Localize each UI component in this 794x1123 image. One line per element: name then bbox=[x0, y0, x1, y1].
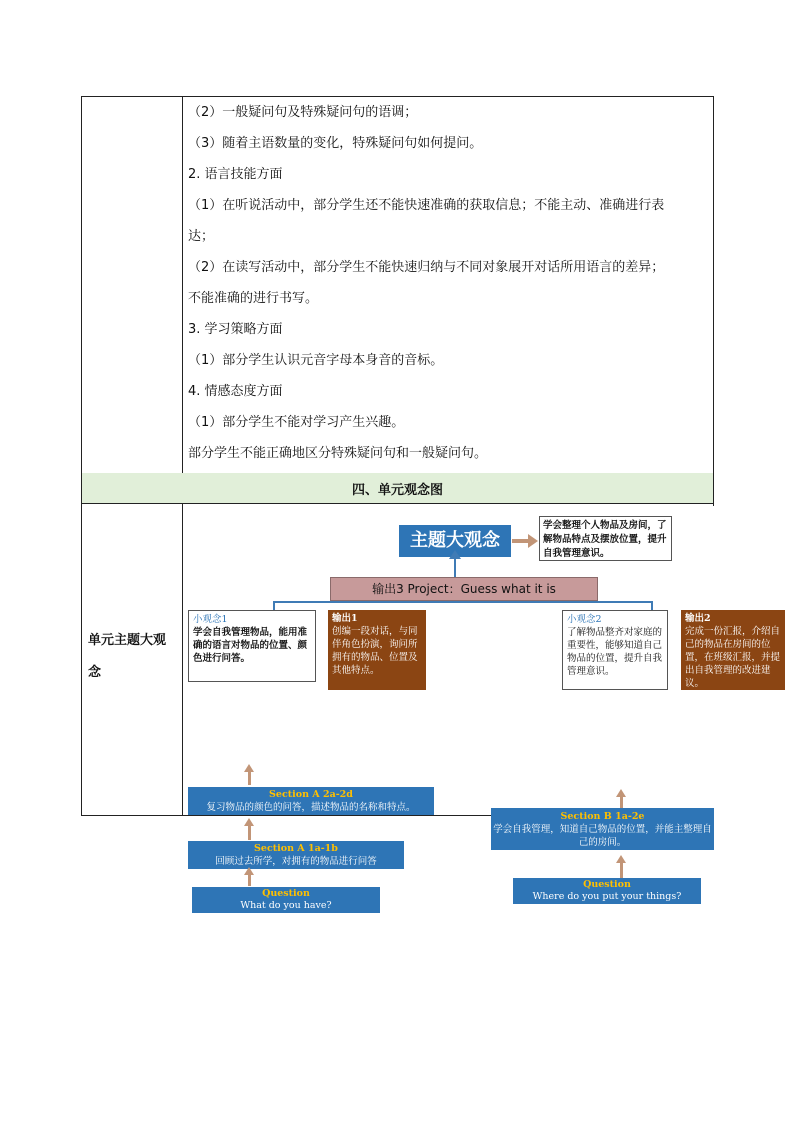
section-a1-text: 回顾过去所学，对拥有的物品进行问答 bbox=[215, 856, 377, 867]
text-line: 不能准确的进行书写。 bbox=[188, 291, 319, 306]
output3-bar: 输出3 Project：Guess what it is bbox=[330, 577, 598, 601]
document-table bbox=[81, 96, 781, 911]
section-b-box bbox=[491, 808, 714, 850]
arrow-shaft bbox=[620, 796, 623, 808]
question2-box bbox=[513, 878, 701, 904]
question2-title: Question bbox=[583, 879, 631, 890]
concept-diagram bbox=[188, 506, 781, 911]
connector-line bbox=[651, 601, 653, 610]
arrow-up-icon bbox=[244, 764, 254, 772]
text-line: （2）一般疑问句及特殊疑问句的语调； bbox=[188, 105, 418, 120]
arrow-shaft bbox=[620, 862, 623, 878]
main-concept-note: 学会整理个人物品及房间，了解物品特点及摆放位置，提升自我管理意识。 bbox=[539, 516, 672, 561]
section-a1-title: Section A 1a-1b bbox=[254, 843, 338, 854]
text-line: （1）部分学生认识元音字母本身音的音标。 bbox=[188, 353, 444, 368]
arrow-shaft bbox=[248, 874, 251, 886]
column-divider bbox=[182, 503, 183, 816]
arrow-up-icon bbox=[616, 855, 626, 863]
output1-title: 输出1 bbox=[332, 613, 358, 624]
text-line: 2. 语言技能方面 bbox=[188, 167, 283, 182]
output1-box bbox=[328, 610, 426, 690]
question1-title: Question bbox=[262, 888, 310, 899]
idea1-title: 小观念1 bbox=[193, 614, 228, 625]
arrow-up-icon bbox=[244, 818, 254, 826]
connector-line bbox=[273, 601, 275, 610]
idea2-text: 了解物品整齐对家庭的重要性，能够知道自己物品的位置，提升自我管理意识。 bbox=[567, 627, 663, 677]
section-b-text: 学会自我管理，知道自己物品的位置，并能主整理自己的房间。 bbox=[493, 824, 712, 848]
section-header-text: 四、单元观念图 bbox=[351, 482, 443, 498]
text-line: （2）在读写活动中，部分学生不能快速归纳与不同对象展开对话所用语言的差异； bbox=[188, 260, 665, 275]
section-header bbox=[82, 473, 713, 503]
row-label: 单元主题大观念 bbox=[88, 633, 167, 680]
question1-text: What do you have? bbox=[240, 900, 332, 911]
text-line: 3. 学习策略方面 bbox=[188, 322, 283, 337]
main-concept-box: 主题大观念 bbox=[399, 525, 511, 557]
question1-box bbox=[192, 887, 380, 913]
idea2-title: 小观念2 bbox=[567, 614, 602, 625]
text-line: 达； bbox=[188, 229, 215, 244]
connector-line bbox=[273, 601, 653, 603]
section-a2-title: Section A 2a-2d bbox=[269, 789, 353, 800]
idea1-text: 学会自我管理物品，能用准确的语言对物品的位置、颜色进行问答。 bbox=[193, 627, 308, 664]
connector-line bbox=[454, 557, 456, 577]
arrow-right-icon bbox=[528, 534, 538, 548]
arrow-up-icon bbox=[449, 550, 461, 559]
text-line: （1）部分学生不能对学习产生兴趣。 bbox=[188, 415, 405, 430]
output2-text: 完成一份汇报，介绍自己的物品在房间的位置，在班级汇报，并提出自我管理的改进建议。 bbox=[685, 626, 781, 689]
arrow-shaft bbox=[248, 826, 251, 840]
section-a2-box bbox=[188, 787, 434, 815]
text-line: （3）随着主语数量的变化，特殊疑问句如何提问。 bbox=[188, 136, 483, 151]
text-line: （1）在听说活动中，部分学生还不能快速准确的获取信息；不能主动、准确进行表 bbox=[188, 198, 665, 213]
column-divider bbox=[182, 97, 183, 473]
question2-text: Where do you put your things? bbox=[532, 891, 682, 902]
idea2-box bbox=[562, 610, 668, 690]
arrow-up-icon bbox=[616, 789, 626, 797]
table-divider bbox=[82, 503, 713, 504]
section-a2-text: 复习物品的颜色的问答，描述物品的名称和特点。 bbox=[206, 802, 416, 813]
section-a1-box bbox=[188, 841, 404, 869]
output2-title: 输出2 bbox=[685, 613, 711, 624]
text-line: 4. 情感态度方面 bbox=[188, 384, 283, 399]
section-b-title: Section B 1a-2e bbox=[560, 811, 645, 822]
idea1-box bbox=[188, 610, 316, 682]
output1-text: 创编一段对话，与同伴角色扮演，询问所拥有的物品、位置及其他特点。 bbox=[332, 626, 418, 676]
arrow-up-icon bbox=[244, 867, 254, 875]
arrow-shaft bbox=[248, 771, 251, 785]
output2-box bbox=[681, 610, 785, 690]
text-line: 部分学生不能正确地区分特殊疑问句和一般疑问句。 bbox=[188, 446, 488, 461]
